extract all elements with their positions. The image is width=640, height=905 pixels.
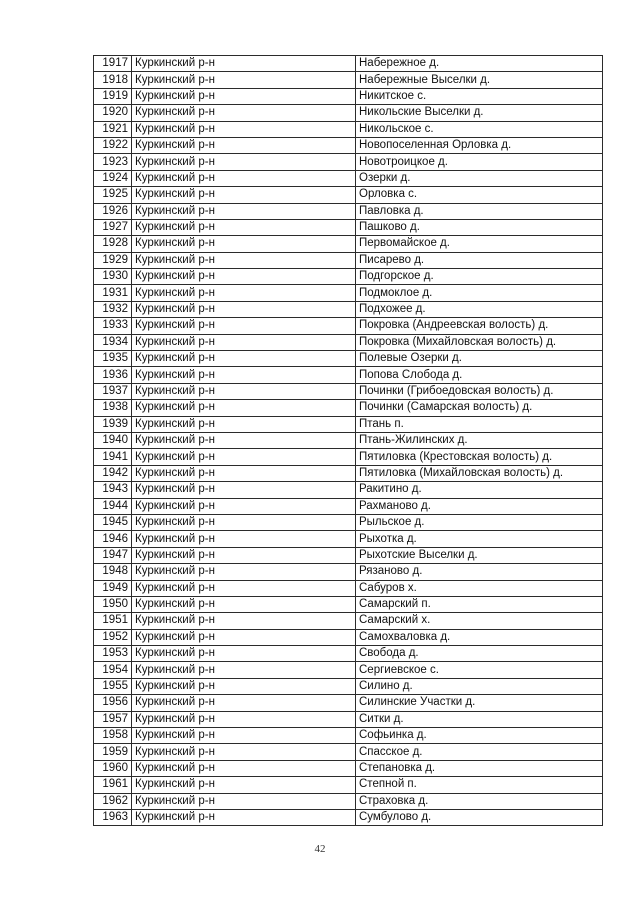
row-number: 1927 xyxy=(94,219,132,235)
district-cell: Куркинский р-н xyxy=(132,662,356,678)
table-body xyxy=(94,56,603,826)
district-cell: Куркинский р-н xyxy=(132,105,356,121)
row-number: 1918 xyxy=(94,72,132,88)
settlement-cell: Ракитино д. xyxy=(356,482,603,498)
settlement-cell: Спасское д. xyxy=(356,744,603,760)
row-number: 1959 xyxy=(94,744,132,760)
row-number: 1937 xyxy=(94,383,132,399)
district-cell: Куркинский р-н xyxy=(132,137,356,153)
settlement-cell: Никитское с. xyxy=(356,88,603,104)
table-row xyxy=(94,695,603,711)
district-cell: Куркинский р-н xyxy=(132,301,356,317)
settlement-cell: Первомайское д. xyxy=(356,236,603,252)
row-number: 1945 xyxy=(94,514,132,530)
district-cell: Куркинский р-н xyxy=(132,351,356,367)
district-cell: Куркинский р-н xyxy=(132,728,356,744)
table-row xyxy=(94,432,603,448)
table-row xyxy=(94,252,603,268)
settlement-cell: Полевые Озерки д. xyxy=(356,351,603,367)
settlements-table xyxy=(93,55,603,826)
row-number: 1935 xyxy=(94,351,132,367)
table-row xyxy=(94,514,603,530)
table-row xyxy=(94,809,603,825)
settlement-cell: Никольские Выселки д. xyxy=(356,105,603,121)
table-row xyxy=(94,498,603,514)
settlement-cell: Силинские Участки д. xyxy=(356,695,603,711)
district-cell: Куркинский р-н xyxy=(132,219,356,235)
district-cell: Куркинский р-н xyxy=(132,596,356,612)
district-cell: Куркинский р-н xyxy=(132,547,356,563)
table-row xyxy=(94,285,603,301)
row-number: 1932 xyxy=(94,301,132,317)
district-cell: Куркинский р-н xyxy=(132,367,356,383)
table-row xyxy=(94,170,603,186)
settlement-cell: Подхожее д. xyxy=(356,301,603,317)
district-cell: Куркинский р-н xyxy=(132,318,356,334)
district-cell: Куркинский р-н xyxy=(132,269,356,285)
district-cell: Куркинский р-н xyxy=(132,678,356,694)
settlement-cell: Озерки д. xyxy=(356,170,603,186)
district-cell: Куркинский р-н xyxy=(132,88,356,104)
table-row xyxy=(94,531,603,547)
row-number: 1953 xyxy=(94,646,132,662)
district-cell: Куркинский р-н xyxy=(132,203,356,219)
district-cell: Куркинский р-н xyxy=(132,285,356,301)
table-row xyxy=(94,482,603,498)
settlement-cell: Птань-Жилинских д. xyxy=(356,432,603,448)
row-number: 1921 xyxy=(94,121,132,137)
table-row xyxy=(94,105,603,121)
row-number: 1922 xyxy=(94,137,132,153)
settlement-cell: Новопоселенная Орловка д. xyxy=(356,137,603,153)
settlement-cell: Никольское с. xyxy=(356,121,603,137)
district-cell: Куркинский р-н xyxy=(132,580,356,596)
table-row xyxy=(94,400,603,416)
district-cell: Куркинский р-н xyxy=(132,56,356,72)
table-row xyxy=(94,416,603,432)
settlement-cell: Силино д. xyxy=(356,678,603,694)
table-row xyxy=(94,596,603,612)
row-number: 1961 xyxy=(94,777,132,793)
district-cell: Куркинский р-н xyxy=(132,383,356,399)
row-number: 1941 xyxy=(94,449,132,465)
settlement-cell: Свобода д. xyxy=(356,646,603,662)
table-row xyxy=(94,760,603,776)
table-row xyxy=(94,187,603,203)
settlement-cell: Сергиевское с. xyxy=(356,662,603,678)
settlement-cell: Сабуров х. xyxy=(356,580,603,596)
district-cell: Куркинский р-н xyxy=(132,777,356,793)
district-cell: Куркинский р-н xyxy=(132,465,356,481)
row-number: 1939 xyxy=(94,416,132,432)
district-cell: Куркинский р-н xyxy=(132,744,356,760)
table-row xyxy=(94,88,603,104)
district-cell: Куркинский р-н xyxy=(132,498,356,514)
district-cell: Куркинский р-н xyxy=(132,564,356,580)
table-row xyxy=(94,236,603,252)
settlement-cell: Рыхотка д. xyxy=(356,531,603,547)
table-row xyxy=(94,547,603,563)
district-cell: Куркинский р-н xyxy=(132,416,356,432)
settlement-cell: Набережное д. xyxy=(356,56,603,72)
settlement-cell: Писарево д. xyxy=(356,252,603,268)
table-row xyxy=(94,137,603,153)
row-number: 1920 xyxy=(94,105,132,121)
settlement-cell: Пятиловка (Михайловская волость) д. xyxy=(356,465,603,481)
row-number: 1928 xyxy=(94,236,132,252)
row-number: 1923 xyxy=(94,154,132,170)
row-number: 1933 xyxy=(94,318,132,334)
row-number: 1924 xyxy=(94,170,132,186)
settlement-cell: Софьинка д. xyxy=(356,728,603,744)
row-number: 1946 xyxy=(94,531,132,547)
row-number: 1951 xyxy=(94,613,132,629)
district-cell: Куркинский р-н xyxy=(132,449,356,465)
settlement-cell: Пашково д. xyxy=(356,219,603,235)
row-number: 1958 xyxy=(94,728,132,744)
settlement-cell: Покровка (Андреевская волость) д. xyxy=(356,318,603,334)
settlement-cell: Починки (Грибоедовская волость) д. xyxy=(356,383,603,399)
settlement-cell: Починки (Самарская волость) д. xyxy=(356,400,603,416)
table-row xyxy=(94,580,603,596)
row-number: 1944 xyxy=(94,498,132,514)
table-row xyxy=(94,564,603,580)
table-row xyxy=(94,56,603,72)
table-row xyxy=(94,203,603,219)
table-row xyxy=(94,465,603,481)
settlement-cell: Павловка д. xyxy=(356,203,603,219)
settlement-cell: Новотроицкое д. xyxy=(356,154,603,170)
district-cell: Куркинский р-н xyxy=(132,760,356,776)
row-number: 1950 xyxy=(94,596,132,612)
settlement-cell: Птань п. xyxy=(356,416,603,432)
table-row xyxy=(94,367,603,383)
row-number: 1947 xyxy=(94,547,132,563)
district-cell: Куркинский р-н xyxy=(132,400,356,416)
row-number: 1938 xyxy=(94,400,132,416)
table-row xyxy=(94,72,603,88)
settlement-cell: Степановка д. xyxy=(356,760,603,776)
table-row xyxy=(94,269,603,285)
settlement-cell: Рязаново д. xyxy=(356,564,603,580)
table-row xyxy=(94,318,603,334)
settlement-cell: Самарский п. xyxy=(356,596,603,612)
row-number: 1919 xyxy=(94,88,132,104)
district-cell: Куркинский р-н xyxy=(132,629,356,645)
row-number: 1936 xyxy=(94,367,132,383)
table-row xyxy=(94,629,603,645)
row-number: 1929 xyxy=(94,252,132,268)
district-cell: Куркинский р-н xyxy=(132,695,356,711)
settlement-cell: Набережные Выселки д. xyxy=(356,72,603,88)
settlement-cell: Попова Слобода д. xyxy=(356,367,603,383)
table-row xyxy=(94,351,603,367)
district-cell: Куркинский р-н xyxy=(132,236,356,252)
row-number: 1917 xyxy=(94,56,132,72)
settlement-cell: Покровка (Михайловская волость) д. xyxy=(356,334,603,350)
table-row xyxy=(94,646,603,662)
table-row xyxy=(94,121,603,137)
table-row xyxy=(94,662,603,678)
settlement-cell: Ситки д. xyxy=(356,711,603,727)
district-cell: Куркинский р-н xyxy=(132,170,356,186)
settlement-cell: Сумбулово д. xyxy=(356,809,603,825)
row-number: 1943 xyxy=(94,482,132,498)
table-row xyxy=(94,301,603,317)
settlement-cell: Самарский х. xyxy=(356,613,603,629)
district-cell: Куркинский р-н xyxy=(132,531,356,547)
settlement-cell: Пятиловка (Крестовская волость) д. xyxy=(356,449,603,465)
district-cell: Куркинский р-н xyxy=(132,187,356,203)
row-number: 1926 xyxy=(94,203,132,219)
settlement-cell: Рыльское д. xyxy=(356,514,603,530)
table-row xyxy=(94,334,603,350)
table-row xyxy=(94,744,603,760)
settlement-cell: Самохваловка д. xyxy=(356,629,603,645)
row-number: 1925 xyxy=(94,187,132,203)
row-number: 1963 xyxy=(94,809,132,825)
settlement-cell: Рахманово д. xyxy=(356,498,603,514)
table-row xyxy=(94,678,603,694)
district-cell: Куркинский р-н xyxy=(132,514,356,530)
row-number: 1962 xyxy=(94,793,132,809)
row-number: 1956 xyxy=(94,695,132,711)
district-cell: Куркинский р-н xyxy=(132,793,356,809)
settlement-cell: Рыхотские Выселки д. xyxy=(356,547,603,563)
row-number: 1955 xyxy=(94,678,132,694)
settlement-cell: Подгорское д. xyxy=(356,269,603,285)
table-row xyxy=(94,383,603,399)
page-number: 42 xyxy=(314,843,326,855)
row-number: 1957 xyxy=(94,711,132,727)
row-number: 1948 xyxy=(94,564,132,580)
district-cell: Куркинский р-н xyxy=(132,72,356,88)
table-row xyxy=(94,777,603,793)
district-cell: Куркинский р-н xyxy=(132,613,356,629)
table-row xyxy=(94,219,603,235)
row-number: 1934 xyxy=(94,334,132,350)
settlement-cell: Подмоклое д. xyxy=(356,285,603,301)
table-row xyxy=(94,154,603,170)
district-cell: Куркинский р-н xyxy=(132,121,356,137)
district-cell: Куркинский р-н xyxy=(132,252,356,268)
table-row xyxy=(94,711,603,727)
table-row xyxy=(94,728,603,744)
row-number: 1940 xyxy=(94,432,132,448)
district-cell: Куркинский р-н xyxy=(132,646,356,662)
district-cell: Куркинский р-н xyxy=(132,809,356,825)
district-cell: Куркинский р-н xyxy=(132,711,356,727)
row-number: 1954 xyxy=(94,662,132,678)
row-number: 1949 xyxy=(94,580,132,596)
district-cell: Куркинский р-н xyxy=(132,154,356,170)
district-cell: Куркинский р-н xyxy=(132,432,356,448)
row-number: 1960 xyxy=(94,760,132,776)
settlement-cell: Орловка с. xyxy=(356,187,603,203)
table-row xyxy=(94,613,603,629)
row-number: 1930 xyxy=(94,269,132,285)
row-number: 1931 xyxy=(94,285,132,301)
district-cell: Куркинский р-н xyxy=(132,482,356,498)
district-cell: Куркинский р-н xyxy=(132,334,356,350)
row-number: 1952 xyxy=(94,629,132,645)
table-row xyxy=(94,793,603,809)
table-row xyxy=(94,449,603,465)
settlement-cell: Страховка д. xyxy=(356,793,603,809)
row-number: 1942 xyxy=(94,465,132,481)
settlement-cell: Степной п. xyxy=(356,777,603,793)
